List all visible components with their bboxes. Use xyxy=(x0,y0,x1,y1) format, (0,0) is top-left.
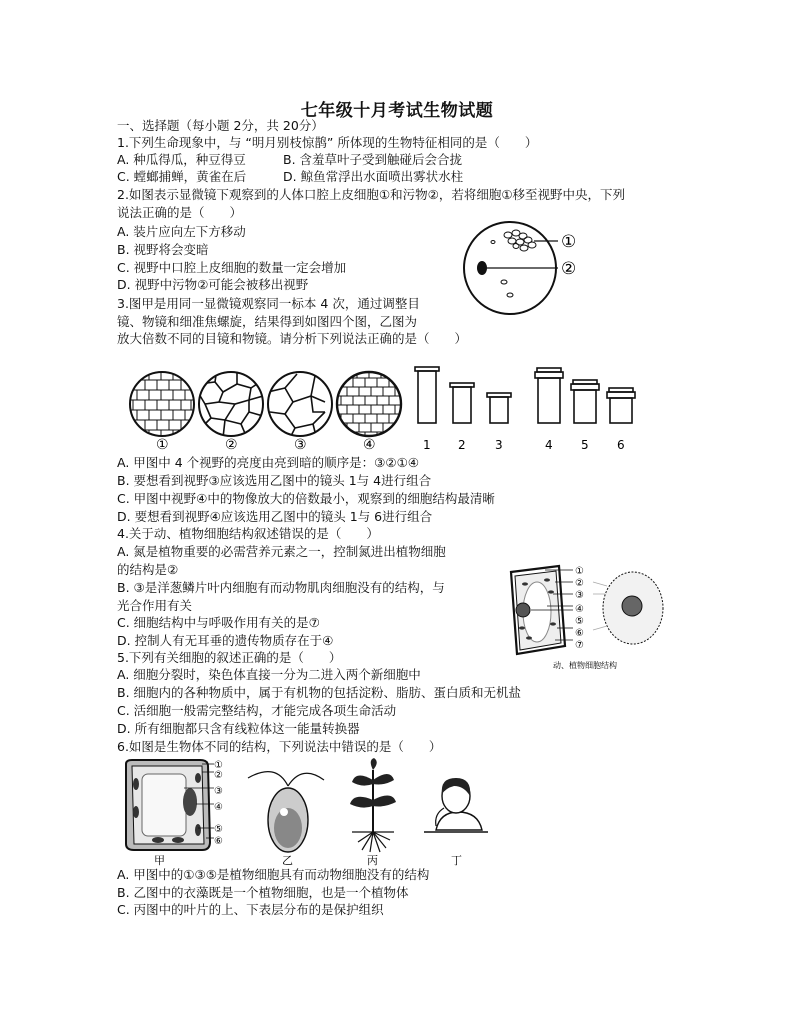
q4-label-6: ⑥ xyxy=(575,628,584,639)
q6-caption-yi: 乙 xyxy=(282,854,293,867)
q6-stem: 6.如图是生物体不同的结构，下列说法中错误的是（ ） xyxy=(117,739,442,754)
q6-label-6: ⑥ xyxy=(214,836,223,847)
view-label-1: ① xyxy=(156,437,169,453)
q4-option-b-line2: 光合作用有关 xyxy=(117,598,193,613)
q6-caption-jia: 甲 xyxy=(154,854,165,867)
q4-option-b-line1: B. ③是洋葱鳞片叶内细胞有而动物肌肉细胞没有的结构，与 xyxy=(117,580,445,595)
view-label-2: ② xyxy=(225,437,238,453)
q5-option-b: B. 细胞内的各种物质中，属于有机物的包括淀粉、脂肪、蛋白质和无机盐 xyxy=(117,685,522,700)
q6-label-3: ③ xyxy=(214,786,223,797)
lens-label-6: 6 xyxy=(617,438,625,452)
q2-stem-line1: 2.如图表示显微镜下观察到的人体口腔上皮细胞①和污物②，若将细胞①移至视野中央，下列 xyxy=(117,187,626,202)
q5-option-c: C. 活细胞一般需完整结构，才能完成各项生命活动 xyxy=(117,703,397,718)
q3-option-b: B. 要想看到视野③应该选用乙图中的镜头 1与 4进行组合 xyxy=(117,473,432,488)
animal-nucleus xyxy=(622,596,642,616)
lens-label-5: 5 xyxy=(581,438,589,452)
debris-spot xyxy=(477,261,487,275)
lens-set xyxy=(415,367,635,423)
figure-bing-plant xyxy=(350,758,396,852)
q2-option-c: C. 视野中口腔上皮细胞的数量一定会增加 xyxy=(117,260,347,275)
q2-stem-line2: 说法正确的是（ ） xyxy=(117,205,243,220)
q4-label-1: ① xyxy=(575,566,584,577)
epithelial-cells-cluster xyxy=(491,230,536,297)
view-3-cells xyxy=(268,374,325,440)
nucleus xyxy=(183,788,197,816)
animal-cell xyxy=(593,572,663,644)
q5-option-d: D. 所有细胞都只含有线粒体这一能量转换器 xyxy=(117,721,360,736)
lens-2 xyxy=(450,383,474,423)
lens-1 xyxy=(415,367,439,423)
q3-microscope-views-and-lenses-figure xyxy=(125,362,645,457)
lens-4 xyxy=(535,368,563,423)
central-vacuole xyxy=(142,774,186,836)
q2-label-2: ② xyxy=(561,259,577,279)
page-title: 七年级十月考试生物试题 xyxy=(300,101,494,121)
q6-option-b: B. 乙图中的衣藻既是一个植物细胞，也是一个植物体 xyxy=(117,885,409,900)
q4-option-a-line2: 的结构是② xyxy=(117,562,179,577)
q4-option-d: D. 控制人有无耳垂的遗传物质存在于④ xyxy=(117,633,334,648)
q4-label-4: ④ xyxy=(575,604,584,615)
q6-structures-figure xyxy=(118,756,498,868)
q3-option-c: C. 甲图中视野④中的物像放大的倍数最小，观察到的细胞结构最清晰 xyxy=(117,491,495,506)
q2-option-b: B. 视野将会变暗 xyxy=(117,242,209,257)
view-4-cells xyxy=(335,370,405,440)
q6-option-a: A. 甲图中的①③⑤是植物细胞具有而动物细胞没有的结构 xyxy=(117,867,430,882)
q4-label-2: ② xyxy=(575,578,584,589)
view-label-3: ③ xyxy=(294,437,307,453)
q4-option-a-line1: A. 氮是植物重要的必需营养元素之一，控制氮进出植物细胞 xyxy=(117,544,446,559)
q6-label-2: ② xyxy=(214,770,223,781)
q5-option-a: A. 细胞分裂时，染色体直接一分为二进入两个新细胞中 xyxy=(117,667,421,682)
q4-figure-caption: 动、植物细胞结构 xyxy=(553,661,617,670)
q5-stem: 5.下列有关细胞的叙述正确的是（ ） xyxy=(117,650,342,665)
figure-jia-plant-cell xyxy=(126,760,210,850)
view-label-4: ④ xyxy=(363,437,376,453)
q1-option-a: A. 种瓜得瓜，种豆得豆 xyxy=(117,152,246,167)
q6-caption-bing: 丙 xyxy=(367,854,378,867)
q3-option-d: D. 要想看到视野④应该选用乙图中的镜头 1与 6进行组合 xyxy=(117,509,433,524)
q6-label-4: ④ xyxy=(214,802,223,813)
q4-option-c: C. 细胞结构中与呼吸作用有关的是⑦ xyxy=(117,615,320,630)
lens-label-4: 4 xyxy=(545,438,553,452)
plant-nucleus xyxy=(516,603,530,617)
q3-stem-line3: 放大倍数不同的目镜和物镜。请分析下列说法正确的是（ ） xyxy=(117,331,468,346)
q4-plant-animal-cell-figure xyxy=(495,562,675,674)
q4-label-3: ③ xyxy=(575,590,584,601)
lens-label-2: 2 xyxy=(458,438,466,452)
lens-3 xyxy=(487,393,511,423)
q6-label-1: ① xyxy=(214,760,223,771)
q2-option-a: A. 装片应向左下方移动 xyxy=(117,224,246,239)
q3-stem-line2: 镜、物镜和细准焦螺旋，结果得到如图四个图，乙图为 xyxy=(117,314,418,329)
lens-5 xyxy=(571,380,599,423)
q6-label-5: ⑤ xyxy=(214,824,223,835)
q3-stem-line1: 3.图甲是用同一显微镜观察同一标本 4 次，通过调整目 xyxy=(117,296,420,311)
section-heading: 一、选择题（每小题 2分，共 20分） xyxy=(117,118,324,133)
lens-label-1: 1 xyxy=(423,438,431,452)
q4-label-5: ⑤ xyxy=(575,616,584,627)
q1-stem: 1.下列生命现象中，与 “明月别枝惊鹊” 所体现的生物特征相同的是（ ） xyxy=(117,135,538,150)
q6-caption-ding: 丁 xyxy=(451,854,462,867)
q2-option-d: D. 视野中污物②可能会被移出视野 xyxy=(117,277,309,292)
lens-6 xyxy=(607,388,635,423)
q2-label-1: ① xyxy=(561,232,577,252)
figure-ding-person xyxy=(424,778,488,832)
q2-microscope-field-figure xyxy=(460,218,590,318)
q4-label-7: ⑦ xyxy=(575,640,584,651)
q4-stem: 4.关于动、植物细胞结构叙述错误的是（ ） xyxy=(117,526,379,541)
q1-option-d: D. 鲸鱼常浮出水面喷出雾状水柱 xyxy=(283,169,464,184)
figure-yi-chlamydomonas xyxy=(248,772,324,852)
q3-option-a: A. 甲图中 4 个视野的亮度由亮到暗的顺序是：③②①④ xyxy=(117,455,420,470)
q1-option-b: B. 含羞草叶子受到触碰后会合拢 xyxy=(283,152,463,167)
q6-option-c: C. 丙图中的叶片的上、下表层分布的是保护组织 xyxy=(117,902,384,917)
q1-option-c: C. 螳螂捕蝉，黄雀在后 xyxy=(117,169,247,184)
lens-label-3: 3 xyxy=(495,438,503,452)
